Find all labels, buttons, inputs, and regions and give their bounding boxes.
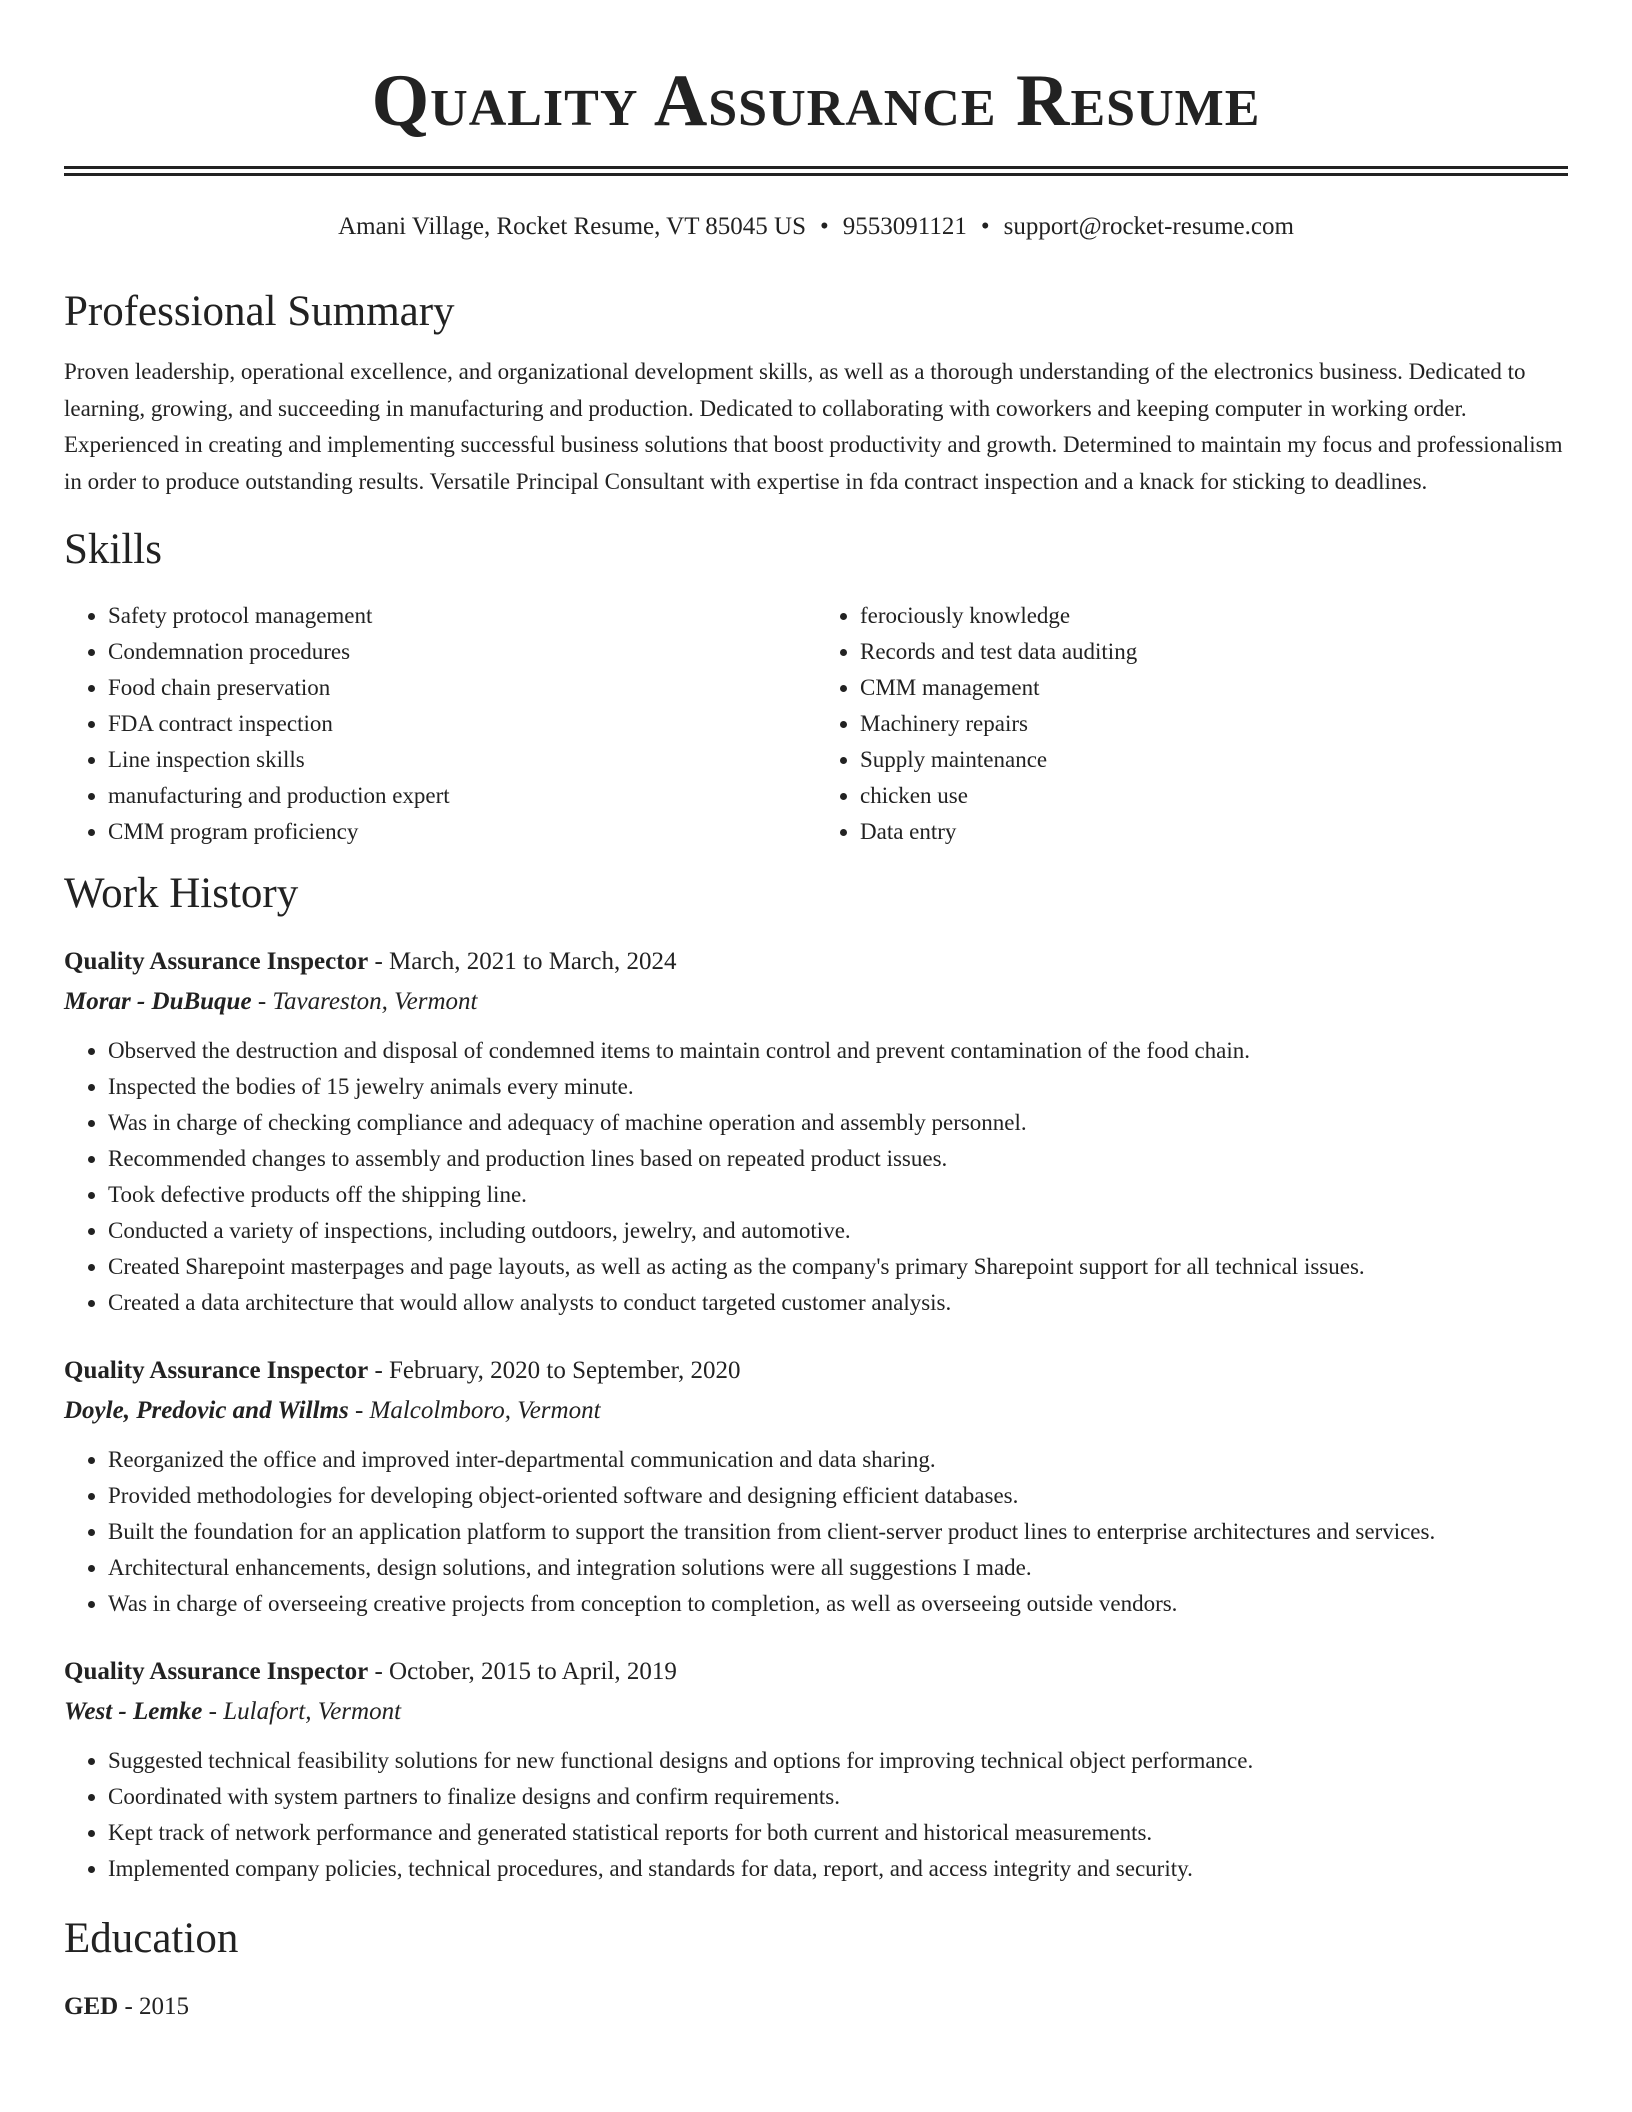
job-title: Quality Assurance Inspector bbox=[64, 1357, 369, 1384]
duty-item: • Recommended changes to assembly and production lines based on repeated product issues. bbox=[108, 1141, 1568, 1177]
duty-item: • Took defective products off the shipping line. bbox=[108, 1177, 1568, 1213]
duty-item: • Suggested technical feasibility solutions for new functional designs and options for improving technical object performance. bbox=[108, 1743, 1568, 1779]
duties-list bbox=[64, 1442, 1568, 1622]
duty-item: • Provided methodologies for developing object-oriented software and designing efficient databases. bbox=[108, 1478, 1568, 1514]
job-header: Quality Assurance Inspector - March, 2021 to March, 2024 bbox=[64, 948, 677, 975]
job-entry bbox=[64, 942, 1568, 1321]
job-dates: March, 2021 to March, 2024 bbox=[389, 948, 677, 975]
contact-address: Amani Village, Rocket Resume, VT 85045 US bbox=[338, 213, 806, 240]
duty-item: • Inspected the bodies of 15 jewelry animals every minute. bbox=[108, 1069, 1568, 1105]
skills-heading: Skills bbox=[64, 526, 162, 573]
job-title: Quality Assurance Inspector bbox=[64, 948, 369, 975]
summary-text: Proven leadership, operational excellence, and organizational development skills, as well as a thorough understanding of the electronics business. Dedicated to learning, growing, and succeeding in manufacturing and production. Dedicated to collaborating with coworkers and keeping computer in working order. Experienced in creating and implementing successful business solutions that boost productivity and growth. Determined to maintain my focus and professionalism in order to produce outstanding results. Versatile Principal Consultant with expertise in fda contract inspection and a knack for sticking to deadlines. bbox=[64, 359, 1563, 494]
skill-item: • CMM program proficiency bbox=[108, 814, 816, 850]
skill-item: • Line inspection skills bbox=[108, 742, 816, 778]
job-dates: February, 2020 to September, 2020 bbox=[389, 1357, 741, 1384]
company-location: Lulafort, Vermont bbox=[223, 1698, 402, 1725]
company-location: Malcolmboro, Vermont bbox=[369, 1397, 601, 1424]
summary-heading: Professional Summary bbox=[64, 288, 455, 335]
skill-item: • manufacturing and production expert bbox=[108, 778, 816, 814]
job-dates: October, 2015 to April, 2019 bbox=[389, 1658, 677, 1685]
duty-item: • Coordinated with system partners to finalize designs and confirm requirements. bbox=[108, 1779, 1568, 1815]
duty-item: • Built the foundation for an application platform to support the transition from client-server product lines to enterprise architectures and services. bbox=[108, 1514, 1568, 1550]
duties-list bbox=[64, 1743, 1568, 1887]
degree-name: GED bbox=[64, 1993, 119, 2020]
duty-item: • Architectural enhancements, design solutions, and integration solutions were all suggestions I made. bbox=[108, 1550, 1568, 1586]
company-line: Morar - DuBuque - Tavareston, Vermont bbox=[64, 988, 478, 1015]
job-header: Quality Assurance Inspector - February, 2020 to September, 2020 bbox=[64, 1357, 741, 1384]
contact-separator: • bbox=[820, 213, 829, 240]
company-line: West - Lemke - Lulafort, Vermont bbox=[64, 1698, 402, 1725]
skill-item: • Food chain preservation bbox=[108, 670, 816, 706]
job-title: Quality Assurance Inspector bbox=[64, 1658, 369, 1685]
skills-list-right bbox=[816, 598, 1568, 850]
company-name: West - Lemke bbox=[64, 1698, 203, 1725]
job-entry bbox=[64, 1652, 1568, 1887]
contact-email: support@rocket-resume.com bbox=[1003, 213, 1294, 240]
duty-item: • Implemented company policies, technical procedures, and standards for data, report, and access integrity and security. bbox=[108, 1851, 1568, 1887]
contact-phone: 9553091121 bbox=[842, 213, 967, 240]
skill-item: • FDA contract inspection bbox=[108, 706, 816, 742]
skill-item: • Condemnation procedures bbox=[108, 634, 816, 670]
skills-columns bbox=[64, 598, 1568, 850]
skill-item: • Machinery repairs bbox=[860, 706, 1568, 742]
duty-item: • Conducted a variety of inspections, including outdoors, jewelry, and automotive. bbox=[108, 1213, 1568, 1249]
skill-item: • ferociously knowledge bbox=[860, 598, 1568, 634]
skill-item: • Supply maintenance bbox=[860, 742, 1568, 778]
skill-item: • chicken use bbox=[860, 778, 1568, 814]
skills-list-left bbox=[64, 598, 816, 850]
company-name: Morar - DuBuque bbox=[64, 988, 252, 1015]
duty-item: • Observed the destruction and disposal of condemned items to maintain control and prevent contamination of the food chain. bbox=[108, 1033, 1568, 1069]
contact-separator: • bbox=[980, 213, 990, 240]
degree-year: 2015 bbox=[139, 1993, 190, 2020]
duty-item: • Reorganized the office and improved inter-departmental communication and data sharing. bbox=[108, 1442, 1568, 1478]
skill-item: • CMM management bbox=[860, 670, 1568, 706]
duty-item: • Was in charge of overseeing creative projects from conception to completion, as well as overseeing outside vendors. bbox=[108, 1586, 1568, 1622]
duty-item: • Created a data architecture that would allow analysts to conduct targeted customer analysis. bbox=[108, 1285, 1568, 1321]
duties-list bbox=[64, 1033, 1568, 1321]
duty-item: • Created Sharepoint masterpages and page layouts, as well as acting as the company's primary Sharepoint support for all technical issues. bbox=[108, 1249, 1568, 1285]
job-entry bbox=[64, 1351, 1568, 1622]
company-line: Doyle, Predovic and Willms - Malcolmboro, Vermont bbox=[64, 1397, 601, 1424]
skill-item: • Safety protocol management bbox=[108, 598, 816, 634]
job-header: Quality Assurance Inspector - October, 2015 to April, 2019 bbox=[64, 1658, 677, 1685]
duty-item: • Was in charge of checking compliance and adequacy of machine operation and assembly personnel. bbox=[108, 1105, 1568, 1141]
contact-line bbox=[64, 210, 1568, 244]
work-history-heading: Work History bbox=[64, 870, 299, 917]
duty-item: • Kept track of network performance and generated statistical reports for both current and historical measurements. bbox=[108, 1815, 1568, 1851]
company-location: Tavareston, Vermont bbox=[272, 988, 478, 1015]
skill-item: • Data entry bbox=[860, 814, 1568, 850]
skill-item: • Records and test data auditing bbox=[860, 634, 1568, 670]
title-divider bbox=[64, 166, 1568, 176]
resume-title: Quality Assurance Resume bbox=[371, 60, 1261, 142]
company-name: Doyle, Predovic and Willms bbox=[64, 1397, 349, 1424]
education-entry: GED - 2015 bbox=[64, 1993, 190, 2020]
education-heading: Education bbox=[64, 1915, 239, 1962]
